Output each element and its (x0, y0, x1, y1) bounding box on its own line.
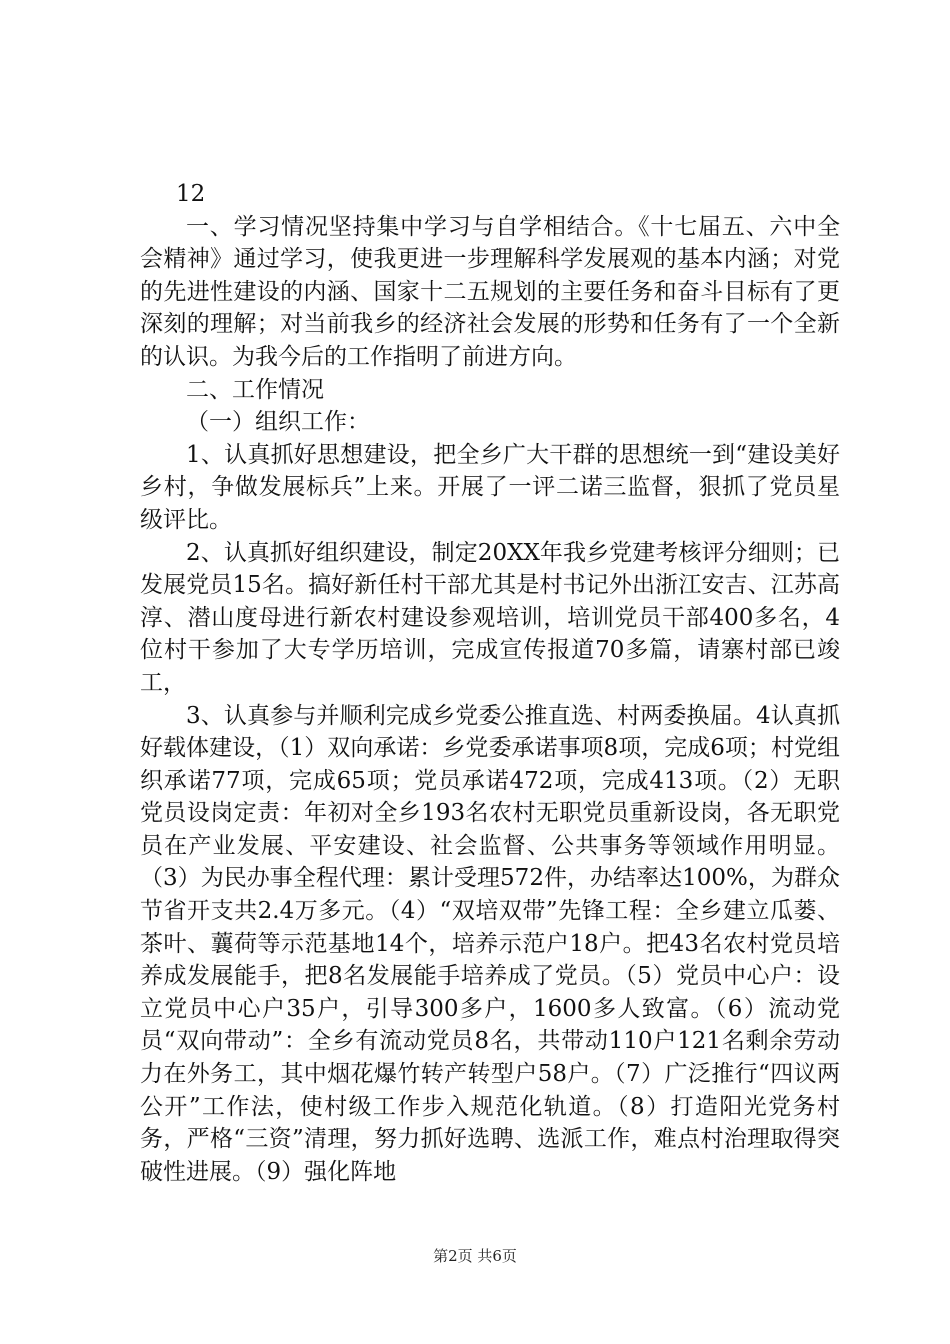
paragraph-ideology: 1、认真抓好思想建设，把全乡广大干群的思想统一到“建设美好乡村，争做发展标兵”上来。开展了一评二诺三监督，狠抓了党员星级评比。 (140, 441, 840, 533)
paragraph-organization-building: 2、认真抓好组织建设，制定20XX年我乡党建考核评分细则；已发展党员15名。搞好新任村干部尤其是村书记外出浙江安吉、江苏高淳、潜山度母进行新农村建设参观培训，培训党员干部400多名，4位村干参加了大专学历培训，完成宣传报道70多篇，请寨村部已竣工， (140, 539, 840, 696)
paragraph-study: 一、学习情况坚持集中学习与自学相结合。《十七届五、六中全会精神》通过学习，使我更进一步理解科学发展观的基本内涵；对党的先进性建设的内涵、国家十二五规划的主要任务和奋斗目标有了更深刻的理解；对当前我乡的经济社会发展的形势和任务有了一个全新的认识。为我今后的工作指明了前进方向。 (140, 213, 840, 370)
page-footer: 第2页 共6页 (433, 1247, 517, 1265)
paragraph-elections: 3、认真参与并顺利完成乡党委公推直选、村两委换届。4认真抓好载体建设，（1）双向承诺：乡党委承诺事项8项，完成6项；村党组织承诺77项，完成65项；党员承诺472项，完成413项。（2）无职党员设岗定责：年初对全乡193名农村无职党员重新设岗，各无职党员在产业发展、平安建设、社会监督、公共事务等领域作用明显。（3）为民办事全程代理：累计受理572件，办结率达100%，为群众节省开支共2.4万多元。（4）“双培双带”先锋工程：全乡建立瓜蒌、茶叶、蘘荷等示范基地14个，培养示范户18户。把43名农村党员培养成发展能手，把8名发展能手培养成了党员。（5）党员中心户：设立党员中心户35户，引导300多户，1600多人致富。（6）流动党员“双向带动”：全乡有流动党员8名，共带动110户121名剩余劳动力在外务工，其中烟花爆竹转产转型户58户。（7）广泛推行“四议两公开”工作法，使村级工作步入规范化轨道。（8）打造阳光党务村务，严格“三资”清理，努力抓好选聘、选派工作，难点村治理取得突破性进展。（9）强化阵地 (140, 702, 840, 1185)
document-body (140, 178, 840, 1188)
page-marker: 12 (176, 181, 206, 207)
heading-work: 二、工作情况 (186, 376, 324, 403)
heading-organization: （一）组织工作： (186, 409, 370, 436)
